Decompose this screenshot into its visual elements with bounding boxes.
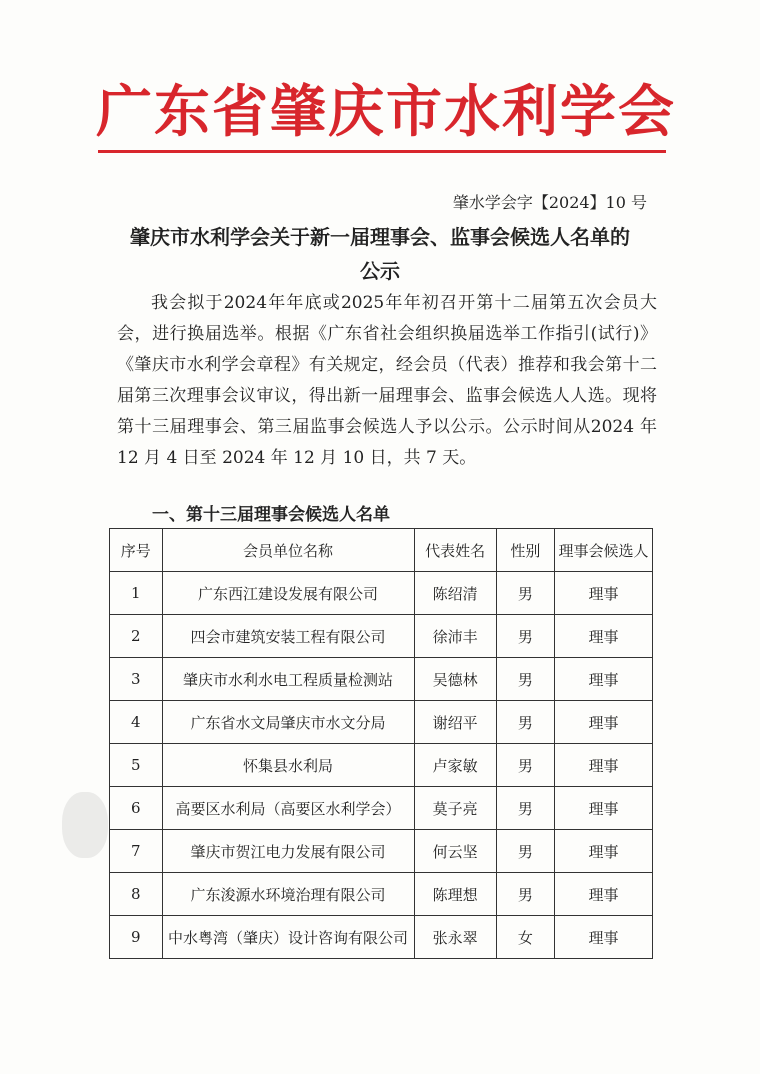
cell-gender: 男 bbox=[496, 572, 554, 615]
cell-role: 理事 bbox=[555, 916, 653, 959]
cell-representative: 徐沛丰 bbox=[414, 615, 496, 658]
cell-representative: 陈绍清 bbox=[414, 572, 496, 615]
notice-title bbox=[100, 220, 660, 288]
cell-gender: 男 bbox=[496, 615, 554, 658]
cell-gender: 男 bbox=[496, 744, 554, 787]
candidate-table bbox=[109, 528, 653, 959]
cell-representative: 莫子亮 bbox=[414, 787, 496, 830]
cell-unit: 肇庆市贺江电力发展有限公司 bbox=[162, 830, 414, 873]
document-number: 肇水学会字【2024】10 号 bbox=[452, 193, 647, 212]
cell-unit: 广东西江建设发展有限公司 bbox=[162, 572, 414, 615]
table-row bbox=[110, 873, 653, 916]
cell-number: 2 bbox=[110, 615, 163, 658]
cell-gender: 男 bbox=[496, 830, 554, 873]
cell-gender: 男 bbox=[496, 873, 554, 916]
cell-number: 8 bbox=[110, 873, 163, 916]
col-header-representative: 代表姓名 bbox=[414, 529, 496, 572]
cell-unit: 高要区水利局（高要区水利学会） bbox=[162, 787, 414, 830]
cell-role: 理事 bbox=[555, 830, 653, 873]
cell-unit: 四会市建筑安装工程有限公司 bbox=[162, 615, 414, 658]
cell-unit: 广东省水文局肇庆市水文分局 bbox=[162, 701, 414, 744]
cell-number: 7 bbox=[110, 830, 163, 873]
col-header-gender: 性别 bbox=[496, 529, 554, 572]
cell-unit: 广东浚源水环境治理有限公司 bbox=[162, 873, 414, 916]
cell-representative: 吴德林 bbox=[414, 658, 496, 701]
cell-role: 理事 bbox=[555, 701, 653, 744]
cell-gender: 男 bbox=[496, 787, 554, 830]
cell-representative: 谢绍平 bbox=[414, 701, 496, 744]
scan-smudge bbox=[62, 792, 108, 858]
cell-number: 4 bbox=[110, 701, 163, 744]
cell-unit: 中水粤湾（肇庆）设计咨询有限公司 bbox=[162, 916, 414, 959]
cell-number: 3 bbox=[110, 658, 163, 701]
notice-body: 我会拟于2024年年底或2025年年初召开第十二届第五次会员大会，进行换届选举。根据《广东省社会组织换届选举工作指引(试行)》《肇庆市水利学会章程》有关规定，经会员（代表）推荐和我会第十二届第三次理事会议审议，得出新一届理事会、监事会候选人人选。现将第十三届理事会、第三届监事会候选人予以公示。公示时间从2024 年 12 月 4 日至 2024 年 12 月 10 日，共 7 天。 bbox=[117, 293, 657, 468]
cell-role: 理事 bbox=[555, 615, 653, 658]
cell-role: 理事 bbox=[555, 572, 653, 615]
cell-unit: 怀集县水利局 bbox=[162, 744, 414, 787]
col-header-number: 序号 bbox=[110, 529, 163, 572]
table-row bbox=[110, 615, 653, 658]
cell-representative: 何云坚 bbox=[414, 830, 496, 873]
cell-role: 理事 bbox=[555, 658, 653, 701]
cell-role: 理事 bbox=[555, 744, 653, 787]
table-body bbox=[110, 572, 653, 959]
cell-representative: 卢家敏 bbox=[414, 744, 496, 787]
col-header-role: 理事会候选人 bbox=[555, 529, 653, 572]
org-masthead: 广东省肇庆市水利学会 bbox=[96, 79, 676, 145]
table-row bbox=[110, 701, 653, 744]
cell-number: 1 bbox=[110, 572, 163, 615]
section-heading: 一、第十三届理事会候选人名单 bbox=[152, 505, 390, 525]
notice-title-line1: 肇庆市水利学会关于新一届理事会、监事会候选人名单的 bbox=[130, 225, 630, 249]
cell-representative: 陈理想 bbox=[414, 873, 496, 916]
col-header-unit: 会员单位名称 bbox=[162, 529, 414, 572]
table-row bbox=[110, 572, 653, 615]
cell-role: 理事 bbox=[555, 873, 653, 916]
cell-number: 9 bbox=[110, 916, 163, 959]
red-divider-line bbox=[98, 150, 666, 153]
notice-title-line2: 公示 bbox=[360, 259, 400, 283]
cell-gender: 男 bbox=[496, 658, 554, 701]
table-row bbox=[110, 658, 653, 701]
table-row bbox=[110, 787, 653, 830]
table-header-row bbox=[110, 529, 653, 572]
cell-number: 5 bbox=[110, 744, 163, 787]
table-row bbox=[110, 916, 653, 959]
table-row bbox=[110, 744, 653, 787]
cell-unit: 肇庆市水利水电工程质量检测站 bbox=[162, 658, 414, 701]
cell-gender: 男 bbox=[496, 701, 554, 744]
cell-gender: 女 bbox=[496, 916, 554, 959]
table-row bbox=[110, 830, 653, 873]
cell-number: 6 bbox=[110, 787, 163, 830]
cell-role: 理事 bbox=[555, 787, 653, 830]
cell-representative: 张永翠 bbox=[414, 916, 496, 959]
